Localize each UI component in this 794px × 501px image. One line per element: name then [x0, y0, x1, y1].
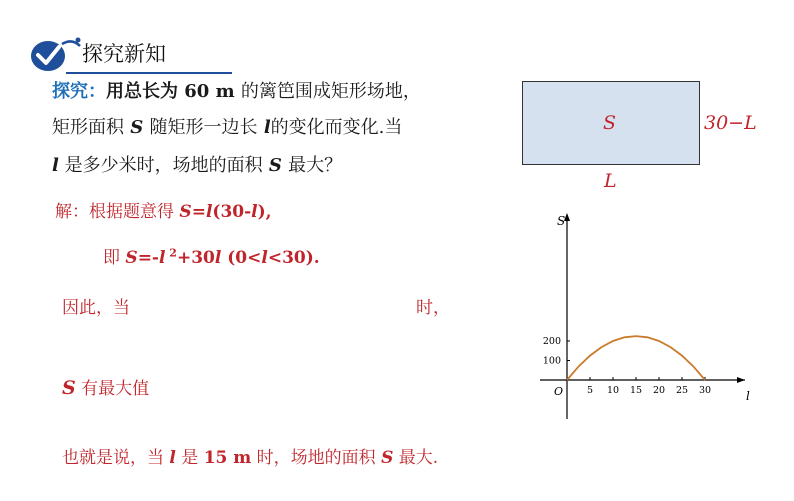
checkmark-logo-icon	[28, 34, 88, 76]
rect-area-label: S	[603, 112, 617, 134]
x-axis-arrow	[737, 377, 745, 383]
x-axis-label: l	[746, 389, 750, 403]
x-tick-label: 5	[586, 385, 594, 396]
y-tick-label: 100	[542, 355, 561, 367]
area-parabola-chart	[540, 205, 770, 420]
solution-line-1: 解：根据题意得 S=l(30-l),	[55, 202, 272, 222]
rect-bottom-label: L	[604, 170, 617, 192]
title-underline	[66, 72, 232, 74]
problem-line-2: 矩形面积 S 随矩形一边长 l的变化而变化.当	[52, 117, 403, 138]
y-tick-label: 200	[542, 336, 561, 347]
solution-conclusion: 也就是说，当 l 是 15 m 时，场地的面积 S 最大.	[62, 448, 439, 468]
x-tick-label: 30	[698, 385, 712, 396]
rect-side-label: 30−L	[704, 112, 757, 134]
x-tick-label: 10	[606, 385, 620, 396]
problem-tag: 探究：	[52, 81, 106, 102]
solution-line-4: S 有最大值	[62, 377, 150, 399]
y-axis-label: S	[557, 214, 566, 228]
x-tick-label: 20	[652, 385, 666, 396]
solution-line-2: 即 S=-l $^2$+30l (0<l<30).	[103, 246, 320, 268]
page-title: 探究新知	[82, 42, 166, 66]
problem-line-3: l 是多少米时，场地的面积 S 最大？	[52, 155, 343, 176]
x-tick-label: 15	[629, 385, 643, 396]
area-curve	[567, 336, 705, 380]
solution-line-3-end: 时，	[416, 298, 450, 318]
solution-line-3-start: 因此，当	[62, 298, 130, 318]
x-tick-label: 25	[675, 385, 689, 396]
problem-line-1: 探究：用总长为 60 m 的篱笆围成矩形场地，	[52, 81, 421, 102]
origin-label: O	[554, 385, 564, 398]
